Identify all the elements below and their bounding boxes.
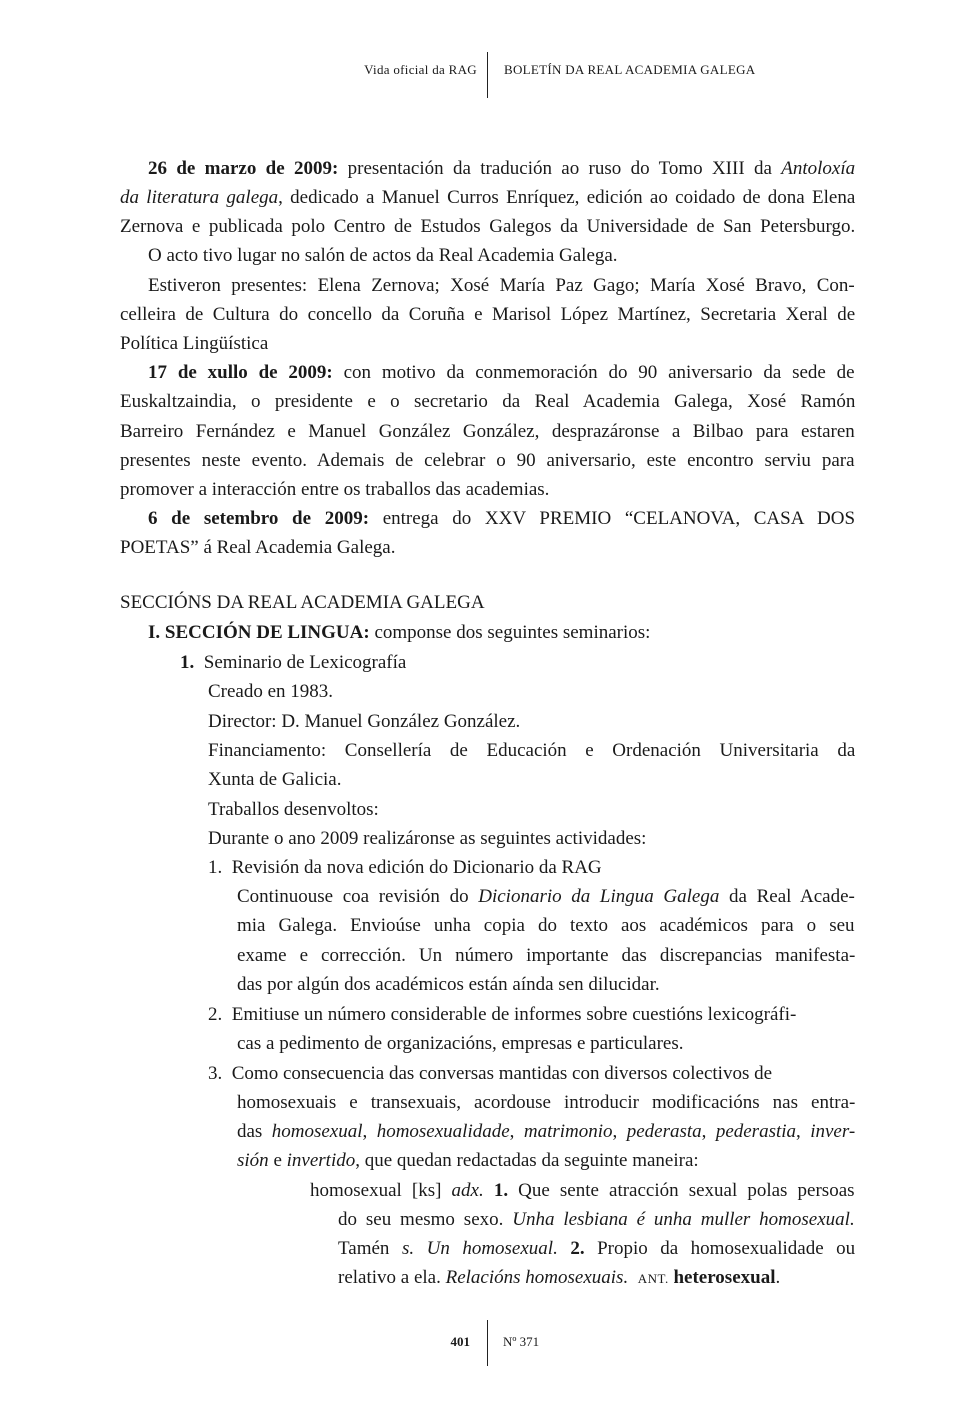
text-line bbox=[120, 187, 855, 209]
italic-text: adx. bbox=[451, 1180, 484, 1201]
text-line bbox=[120, 592, 855, 614]
text-run: 1. Revisión da nova edición do Dicionario da RAG bbox=[208, 857, 602, 878]
text-line bbox=[208, 769, 855, 791]
italic-text: pederasta bbox=[626, 1121, 702, 1142]
line-content bbox=[120, 333, 268, 355]
line-content bbox=[237, 886, 855, 908]
line-content bbox=[237, 915, 855, 937]
line-content bbox=[120, 592, 485, 614]
text-line bbox=[120, 333, 855, 355]
line-content bbox=[237, 1150, 699, 1172]
text-run: do seu mesmo sexo. bbox=[338, 1209, 513, 1230]
text-run: con motivo da conmemoración do 90 aniversario da sede de bbox=[332, 362, 855, 383]
text-run: exame e corrección. Un número importante das discrepancias manifesta- bbox=[237, 945, 856, 966]
text-run: , bbox=[362, 1121, 377, 1142]
bold-text: 17 de xullo de 2009: bbox=[148, 362, 333, 383]
text-run: Propio da homosexualidade ou bbox=[584, 1238, 856, 1259]
text-run: mia Galega. Envioúse unha copia do texto aos académicos para o seu bbox=[237, 915, 855, 936]
italic-text: pederastia bbox=[715, 1121, 797, 1142]
line-content bbox=[237, 1092, 855, 1114]
text-line bbox=[120, 479, 855, 501]
line-content bbox=[208, 857, 602, 879]
text-line bbox=[237, 886, 855, 908]
text-run: Seminario de Lexicografía bbox=[194, 652, 407, 673]
text-run: O acto tivo lugar no salón de actos da Real Academia Galega. bbox=[148, 245, 618, 266]
bold-text: heterosexual bbox=[673, 1267, 776, 1288]
text-run: Durante o ano 2009 realizáronse as seguintes actividades: bbox=[208, 828, 647, 849]
page-number: 401 bbox=[450, 1334, 470, 1349]
footer-divider bbox=[487, 1320, 488, 1366]
line-content bbox=[180, 652, 406, 674]
header-divider bbox=[487, 52, 488, 98]
text-run bbox=[414, 1238, 427, 1259]
text-line bbox=[120, 450, 855, 472]
italic-text: s. bbox=[401, 1238, 415, 1259]
text-line bbox=[338, 1267, 855, 1290]
text-run: Tamén bbox=[338, 1238, 402, 1259]
text-line bbox=[148, 362, 855, 384]
line-content bbox=[208, 769, 341, 791]
line-content bbox=[208, 828, 646, 850]
text-line bbox=[237, 974, 855, 996]
text-run: POETAS” á Real Academia Galega. bbox=[120, 537, 396, 558]
line-content bbox=[338, 1238, 855, 1260]
line-content bbox=[120, 421, 855, 443]
line-content bbox=[237, 974, 660, 996]
italic-text: invertido bbox=[286, 1150, 356, 1171]
text-run: SECCIÓNS DA REAL ACADEMIA GALEGA bbox=[120, 592, 485, 613]
text-run: Creado en 1983. bbox=[208, 681, 334, 702]
text-line bbox=[120, 304, 855, 326]
italic-text: matrimonio bbox=[523, 1121, 613, 1142]
text-run: , que quedan redactadas da seguinte maneira: bbox=[355, 1150, 699, 1171]
line-content bbox=[237, 1033, 684, 1055]
text-line bbox=[237, 1121, 855, 1143]
line-content bbox=[338, 1267, 780, 1290]
text-run: celleira de Cultura do concello da Coruña e Marisol López Martínez, Secretaria Xeral de bbox=[120, 304, 856, 325]
italic-text: Unha lesbiana é unha muller homosexual. bbox=[512, 1209, 855, 1230]
text-line bbox=[148, 508, 855, 530]
text-line bbox=[237, 945, 855, 967]
text-run: promover a interacción entre os traballos das academias. bbox=[120, 479, 550, 500]
text-run: 2. Emitiuse un número considerable de informes sobre cuestións lexicográfi- bbox=[208, 1004, 797, 1025]
line-content bbox=[148, 275, 855, 297]
line-content bbox=[120, 304, 855, 326]
text-line bbox=[120, 537, 855, 559]
text-line bbox=[208, 681, 855, 703]
italic-text: Un homosexual. bbox=[426, 1238, 558, 1259]
line-content bbox=[208, 681, 333, 703]
text-line bbox=[208, 1004, 855, 1026]
text-run: , bbox=[701, 1121, 716, 1142]
text-run: Euskaltzaindia, o presidente e o secretario da Real Academia Galega, Xosé Ramón bbox=[120, 391, 856, 412]
text-line bbox=[148, 275, 855, 297]
text-run: Financiamento: Consellería de Educación e Ordenación Universitaria da bbox=[208, 740, 856, 761]
line-content bbox=[148, 622, 650, 644]
line-content bbox=[120, 479, 549, 501]
text-run: , bbox=[509, 1121, 524, 1142]
line-content bbox=[310, 1180, 855, 1202]
text-run: Política Lingüística bbox=[120, 333, 269, 354]
line-content bbox=[120, 450, 855, 472]
text-run: . bbox=[775, 1267, 781, 1288]
italic-text: Antoloxía bbox=[781, 158, 856, 179]
line-content bbox=[208, 740, 855, 762]
line-content bbox=[208, 799, 379, 821]
text-run: Que sente atracción sexual polas persoas bbox=[508, 1180, 855, 1201]
text-run: da Real Acade- bbox=[719, 886, 855, 907]
text-line bbox=[148, 245, 855, 267]
line-content bbox=[237, 1121, 855, 1143]
text-run: presentes neste evento. Ademais de celebrar o 90 aniversario, este encontro serviu para bbox=[120, 450, 855, 471]
text-run bbox=[558, 1238, 571, 1259]
italic-text: homosexualidade bbox=[376, 1121, 510, 1142]
running-header-journal: BOLETÍN DA REAL ACADEMIA GALEGA bbox=[504, 62, 756, 77]
text-line bbox=[237, 915, 855, 937]
line-content bbox=[208, 1004, 796, 1026]
italic-text: da literatura galega bbox=[120, 187, 279, 208]
text-line bbox=[120, 391, 855, 413]
text-line bbox=[338, 1209, 855, 1231]
line-content bbox=[148, 362, 855, 384]
small-caps-text: ANT. bbox=[637, 1271, 669, 1286]
text-line bbox=[310, 1180, 855, 1202]
text-line bbox=[237, 1150, 855, 1172]
bold-text: 1. bbox=[180, 652, 195, 673]
italic-text: Relacións homosexuais. bbox=[445, 1267, 629, 1288]
text-run: presentación da tradución ao ruso do Tomo XIII da bbox=[338, 158, 782, 179]
text-run: Xunta de Galicia. bbox=[208, 769, 342, 790]
text-run: das por algún dos académicos están aínda sen dilucidar. bbox=[237, 974, 660, 995]
text-run: 3. Como consecuencia das conversas mantidas con diversos colectivos de bbox=[208, 1063, 773, 1084]
text-line bbox=[180, 652, 855, 674]
text-run: Estiveron presentes: Elena Zernova; Xosé María Paz Gago; María Xosé Bravo, Con- bbox=[148, 275, 855, 296]
text-line bbox=[208, 828, 855, 850]
running-header-section: Vida oficial da RAG bbox=[364, 62, 477, 77]
line-content bbox=[208, 711, 520, 733]
text-line bbox=[208, 1063, 855, 1085]
italic-text: homosexual bbox=[271, 1121, 363, 1142]
text-line bbox=[208, 857, 855, 879]
text-run: , bbox=[612, 1121, 627, 1142]
line-content bbox=[208, 1063, 772, 1085]
text-line bbox=[148, 158, 855, 180]
text-run: homosexuais e transexuais, acordouse introducir modificacións nas entra- bbox=[237, 1092, 856, 1113]
line-content bbox=[148, 508, 855, 530]
italic-text: inver- bbox=[810, 1121, 856, 1142]
text-run: , bbox=[796, 1121, 811, 1142]
text-run: , dedicado a Manuel Curros Enríquez, edición ao coidado de dona Elena bbox=[278, 187, 856, 208]
text-run: relativo a ela. bbox=[338, 1267, 446, 1288]
text-line bbox=[208, 711, 855, 733]
bold-text: 26 de marzo de 2009: bbox=[148, 158, 339, 179]
text-run: Traballos desenvoltos: bbox=[208, 799, 379, 820]
text-run: Zernova e publicada polo Centro de Estudos Galegos da Universidade de San Petersburgo. bbox=[120, 216, 856, 237]
line-content bbox=[148, 158, 855, 180]
bold-text: 6 de setembro de 2009: bbox=[148, 508, 370, 529]
text-line bbox=[237, 1033, 855, 1055]
text-line bbox=[208, 799, 855, 821]
line-content bbox=[120, 537, 395, 559]
line-content bbox=[338, 1209, 855, 1231]
line-content bbox=[237, 945, 855, 967]
text-run: cas a pedimento de organizacións, empresas e particulares. bbox=[237, 1033, 684, 1054]
text-run: componse dos seguintes seminarios: bbox=[369, 622, 651, 643]
line-content bbox=[120, 391, 855, 413]
bold-text: I. SECCIÓN DE LINGUA: bbox=[148, 622, 370, 643]
text-run: Barreiro Fernández e Manuel González González, desprazáronse a Bilbao para estaren bbox=[120, 421, 855, 442]
line-content bbox=[148, 245, 618, 267]
text-line bbox=[148, 622, 855, 644]
text-line bbox=[338, 1238, 855, 1260]
text-run: entrega do XXV PREMIO “CELANOVA, CASA DOS bbox=[369, 508, 856, 529]
text-line bbox=[237, 1092, 855, 1114]
text-line bbox=[120, 421, 855, 443]
text-run: homosexual [ks] bbox=[310, 1180, 452, 1201]
text-line bbox=[120, 216, 855, 238]
italic-text: sión bbox=[237, 1150, 269, 1171]
bold-text: 2. bbox=[570, 1238, 585, 1259]
text-run: Continuouse coa revisión do bbox=[237, 886, 479, 907]
text-run: Director: D. Manuel González González. bbox=[208, 711, 521, 732]
line-content bbox=[120, 216, 855, 238]
line-content bbox=[120, 187, 855, 209]
text-line bbox=[208, 740, 855, 762]
text-run: e bbox=[268, 1150, 287, 1171]
text-run: das bbox=[237, 1121, 272, 1142]
bold-text: 1. bbox=[493, 1180, 509, 1201]
italic-text: Dicionario da Lingua Galega bbox=[478, 886, 720, 907]
issue-number: Nº 371 bbox=[503, 1334, 540, 1349]
text-run bbox=[628, 1267, 638, 1288]
text-run bbox=[484, 1180, 494, 1201]
